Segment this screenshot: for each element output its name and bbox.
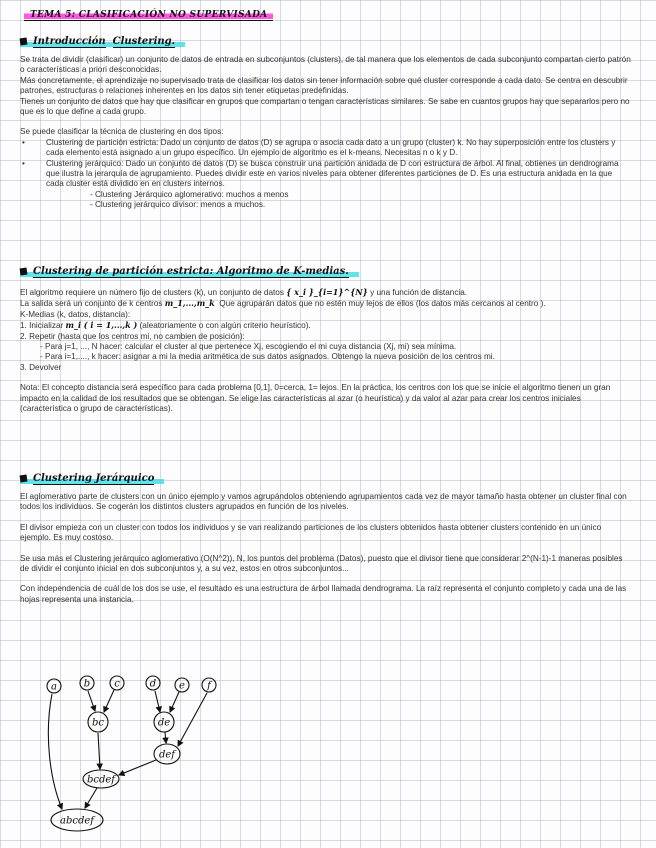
edge-def-bcdef xyxy=(119,760,156,775)
sub-item-aglomerativo: - Clustering Jerárquico aglomerativo: muchos a menos xyxy=(90,189,289,199)
edge-c-bc xyxy=(104,690,114,712)
list-item: • Clustering de partición estricta: Dado un conjunto de datos (D) se agrupa o asocia cada dato a un grupo (cluster) k. No hay superposición entre los clusters y cada elemento está asignado a un grupo específico. Un ejemplo de algoritmo es el k-means. Necesitas n o k y D. xyxy=(22,137,616,158)
hier-text xyxy=(20,492,632,605)
leaf-label-a: a xyxy=(51,681,57,693)
intro-p3: Tienes un conjunto de datos que hay que clasificar en grupos que compartan o tengan características similares. Se sabe en cuantos grupos hay que separarlos pero no que es lo que define a cada grupo. xyxy=(20,96,630,117)
leaf-label-d: d xyxy=(149,678,157,690)
leaf-label-e: e xyxy=(179,680,185,692)
node-label-bc: bc xyxy=(91,717,105,729)
kmeans-step2: 2. Repetir (hasta que los centros mi, no cambien de posición): xyxy=(20,331,245,341)
kmeans-heading: Clustering de partición estricta: Algoritmo de K-medias. xyxy=(20,266,359,277)
node-label-de: de xyxy=(157,717,171,729)
heading-bullet-icon xyxy=(20,38,28,46)
edge-bcdef-abcdef xyxy=(85,788,97,808)
heading-bullet-icon xyxy=(20,475,28,483)
leaf-label-c: c xyxy=(114,678,120,690)
dendrogram-diagram xyxy=(0,665,260,845)
list-item: • Clustering jerárquico: Dado un conjunto de datos (D) se busca construir una partición anidada de D con estructura de árbol. Al final, obtienes un dendrograma que ilustra la jerarquía de agrupamiento. Puedes dividir este en varios niveles para obtener diferentes particiones de D. Es una estructura anidada en la que cada cluster está dividido en en clusters internos. xyxy=(22,158,619,189)
kmeans-step3: 3. Devolver xyxy=(20,362,62,372)
heading-bullet-icon xyxy=(20,268,28,276)
edge-e-de xyxy=(170,692,179,712)
intro-heading: Introducción Clustering. xyxy=(20,36,185,47)
edge-bc-bcdef xyxy=(98,733,100,769)
sub-item-divisor: - Clustering jerárquico divisor: menos a muchos. xyxy=(90,200,266,210)
node-label-def: def xyxy=(158,749,176,761)
hier-heading: Clustering Jerárquico xyxy=(20,473,164,484)
intro-text xyxy=(20,55,632,211)
page-title: TEMA 5: CLASIFICACIÓN NO SUPERVISADA xyxy=(24,10,273,21)
formula-centers: m_1,...,m_k xyxy=(164,298,215,309)
formula-init: m_i ( i = 1,...,k ) xyxy=(65,320,138,331)
intro-p1: Se trata de dividir (clasificar) un conjunto de datos de entrada en subconjuntos (clusters), de tal manera que los elementos de cada subconjunto compartan cierto patrón o características a priori desconocidas. xyxy=(20,55,631,75)
hier-p3: Se usa más el Clustering jerárquico aglomerativo (O(N^2)), N, los puntos del problema (Datos), puesto que el divisor tiene que considerar 2^(N-1)-1 maneras posibles de dividir el conjunto inicial en dos subconjuntos y, a su vez, estos en otros subconjuntos... xyxy=(20,553,623,574)
node-label-bcdef: bcdef xyxy=(86,774,116,786)
kmeans-step2a: - Para j=1, ..., N hacer: calcular el cluster al que pertenece Xj, escogiendo el mi cuya distancia (Xj, mi) sea mínima. xyxy=(40,342,457,352)
edge-d-de xyxy=(155,691,160,712)
node-label-abcdef: abcdef xyxy=(60,815,94,827)
kmeans-note: Nota: El concepto distancia será específico para cada problema [0,1], 0=cerca, 1= lejos. En la práctica, los centros con los que se inicie el algoritmo tienen un gran impacto en la calidad de los resultados que se obtengan. Se elige las características al azar (o heurística) y da valor al azar para crear los centros iniciales (característica o grupo de características). xyxy=(20,383,611,414)
edge-b-bc xyxy=(88,691,95,711)
hier-p2: El divisor empieza con un cluster con todos los individuos y se van realizando particiones de los clusters obtenidos hasta obtener clusters contenido en un único ejemplo. Es muy costoso. xyxy=(20,522,602,543)
edge-de-def xyxy=(165,732,166,743)
formula-dataset: { x_i }_{i=1}^{N} xyxy=(286,287,368,297)
kmeans-step2b: - Para i=1,...., k hacer: asignar a mi la media aritmética de sus datos asignados. Obtengo la nueva posición de los centros mi. xyxy=(40,352,495,362)
edge-f-def xyxy=(178,693,207,746)
edge-a-abcdef xyxy=(48,694,62,809)
intro-p2: Más concretamente, el aprendizaje no supervisado trata de clasificar los datos sin tener información sobre qué cluster corresponde a cada dato. Se centra en descubrir patrones, estructuras o relaciones inherentes en los datos sin tener etiquetas predefinidas. xyxy=(20,75,628,96)
hier-p1: El aglomerativo parte de clusters con un único ejemplo y vamos agrupándolos obteniendo agrupamientos cada vez de mayor tamaño hasta obtener un cluster final con todos los individuos. Se cogerán los distintos clusters agrupados en función de los niveles. xyxy=(20,492,627,512)
kmeans-text: El algoritmo requiere un número fijo de clusters (k), un conjunto de datos { x_i }_{i=1}^{N} y una función de distancia. La salida será un conjunto de k centros m_1,...,m_k Que agruparán datos que no estén muy lejos de ellos (los datos más cercanos al centro ). K-Medias (k, datos, distancia): 1. Inicializar m_i ( i = 1,...,k ) (aleatoriamente o con algún criterio heurístico). 2. Repetir (hasta que los centros mi, no cambien de posición): - Para j=1, ..., N hacer: calcular el cluster al que pertenece Xj, escogiendo el mi cuya distancia (Xj, mi) sea mínima. - Para i=1,...., k hacer: asignar a mi la media aritmética de sus datos asignados. Obtengo la nueva posición de los centros mi. 3. Devolver Nota: El concepto distancia será específico para cada problema [0,1], 0=cerca, 1= lejos. En la práctica, los centros con los que se inicie el algoritmo tienen un gran impacto en la calidad de los resultados que se obtengan. Se elige las características al azar (o heurística) y da valor al azar para crear los centros iniciales (característica o grupo de características). xyxy=(20,287,632,414)
leaf-label-f: f xyxy=(207,680,211,692)
intro-p4: Se puede clasificar la técnica de clustering en dos tipos: xyxy=(20,127,224,137)
hier-p4: Con independencia de cuál de los dos se use, el resultado es una estructura de árbol llamada dendrograma. La raíz representa el conjunto completo y cada una de las hojas representa una instancia. xyxy=(20,584,627,604)
leaf-label-b: b xyxy=(83,678,91,690)
kmeans-signature: K-Medias (k, datos, distancia): xyxy=(20,309,131,319)
